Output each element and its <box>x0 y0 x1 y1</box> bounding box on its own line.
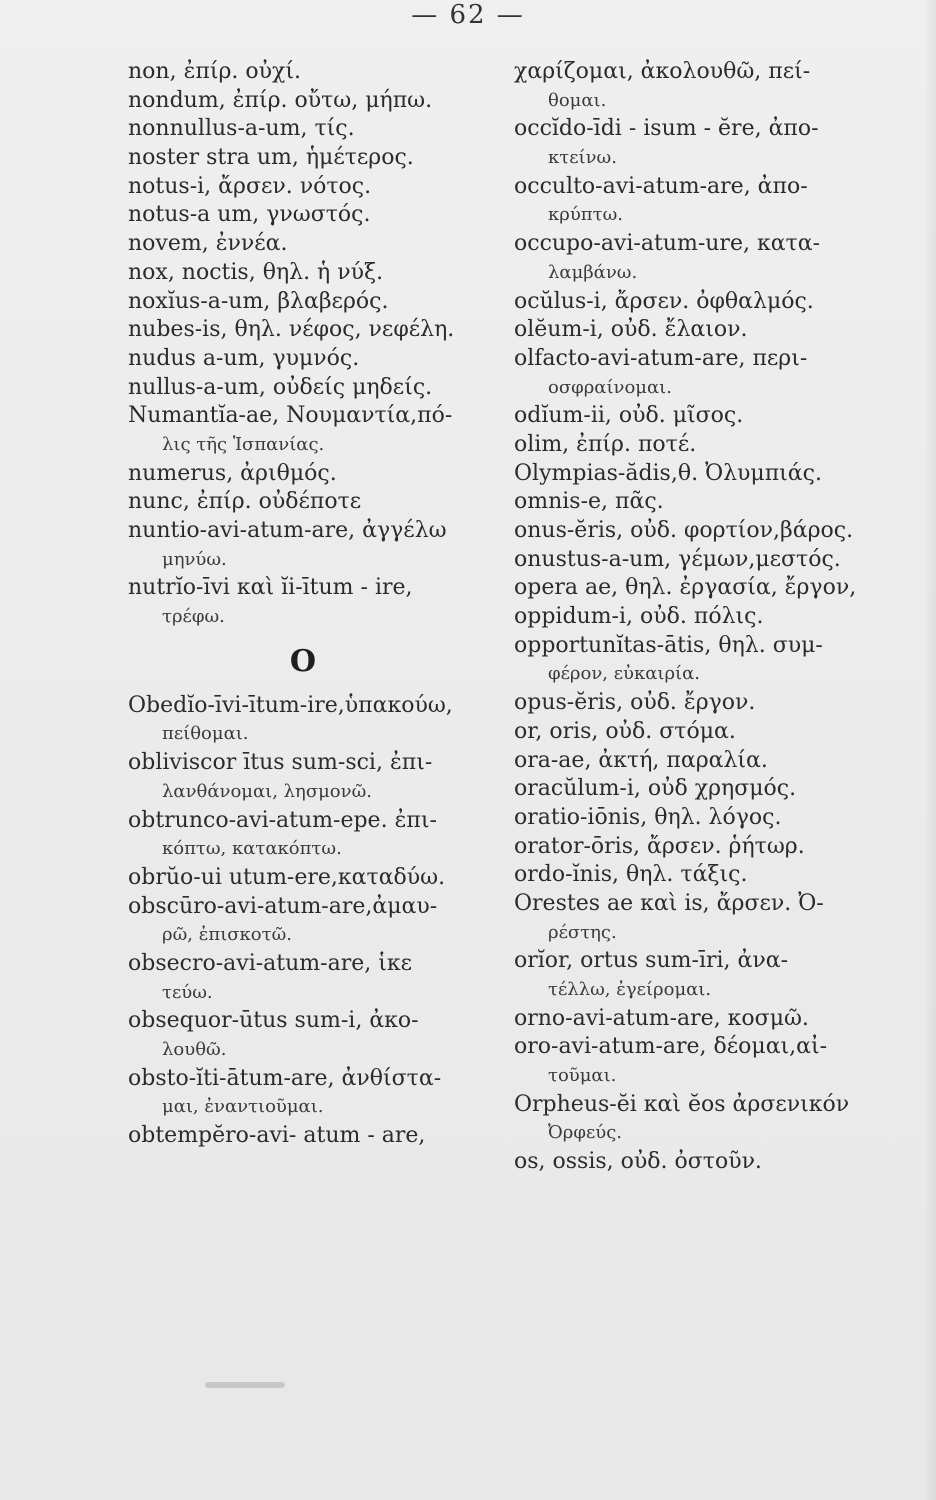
dictionary-entry: nonnullus-a-um, τίς. <box>128 116 355 142</box>
dictionary-entry: Orpheus-ĕi καὶ ĕos ἀρσενικόν <box>514 1091 850 1117</box>
dictionary-entry: non, ἐπίρ. οὐχί. <box>128 59 301 84</box>
dictionary-entry: obliviscor ītus sum-sci, ἐπι- <box>128 750 433 776</box>
entry-continuation: λουθῶ. <box>162 1039 227 1060</box>
dictionary-entry: opera ae, θηλ. ἐργασία, ἔργον, <box>514 575 857 601</box>
entry-continuation: κτείνω. <box>548 147 617 169</box>
dictionary-entry: ora-ae, ἀκτή, παραλία. <box>514 747 768 773</box>
dictionary-entry: oracŭlum-i, οὐδ χρησμός. <box>514 776 797 802</box>
dictionary-entry: or, oris, οὐδ. στόμα. <box>514 718 736 744</box>
dictionary-entry: nudus a-um, γυμνός. <box>128 345 360 371</box>
dictionary-entry: onustus-a-um, γέμων,μεστός. <box>514 546 841 572</box>
entry-continuation: ρῶ, ἐπισκοτῶ. <box>162 924 292 946</box>
dictionary-entry: nox, noctis, θηλ. ἡ νύξ. <box>128 259 384 285</box>
dictionary-entry: χαρίζομαι, ἀκολουθῶ, πεί- <box>514 59 811 84</box>
dictionary-entry: occupo-avi-atum-ure, κατα- <box>514 231 821 257</box>
dictionary-entry: orĭor, ortus sum-īri, ἀνα- <box>514 948 789 974</box>
dictionary-entry: noster stra um, ἡμέτερος. <box>128 145 414 171</box>
dictionary-entry: orno-avi-atum-are, κοσμῶ. <box>514 1005 809 1031</box>
entry-continuation: οσφραίνομαι. <box>548 376 672 398</box>
entry-continuation: τέλλω, ἐγείρομαι. <box>548 979 712 1000</box>
dictionary-entry: Orestes ae καὶ is, ἄρσεν. Ὀ- <box>514 890 824 916</box>
dictionary-entry: nunc, ἐπίρ. οὐδέποτε <box>128 489 362 515</box>
entry-continuation: λις τῆς Ἱσπανίας. <box>162 433 325 455</box>
page-edge-shadow <box>924 0 936 1500</box>
dictionary-entry: occulto-avi-atum-are, ἀπο- <box>514 173 808 199</box>
dictionary-entry: obsto-ĭti-ātum-are, ἀνθίστα- <box>128 1065 442 1091</box>
dictionary-entry: obsequor-ūtus sum-i, ἀκο- <box>128 1008 419 1034</box>
page-number: — 62 — <box>411 0 525 30</box>
entry-continuation: φέρον, εὐκαιρία. <box>548 663 700 685</box>
dictionary-entry: nondum, ἐπίρ. οὔτω, μήπω. <box>128 87 433 113</box>
dictionary-entry: onus-ĕris, οὐδ. φορτίον,βάρος. <box>514 518 854 543</box>
entry-continuation: τοῦμαι. <box>548 1065 617 1087</box>
dictionary-entry: oratio-iōnis, θηλ. λόγος. <box>514 804 782 830</box>
dictionary-entry: oppidum-i, οὐδ. πόλις. <box>514 604 764 630</box>
entry-continuation: μαι, ἐναντιοῦμαι. <box>162 1096 324 1118</box>
dictionary-entry: occĭdo-īdi - isum - ĕre, ἀπο- <box>514 116 819 142</box>
entry-continuation: λανθάνομαι, λησμονῶ. <box>162 780 372 802</box>
dictionary-entry: olĕum-i, οὐδ. ἔλαιον. <box>514 317 748 343</box>
dictionary-entry: numerus, ἀριθμός. <box>128 460 337 486</box>
dictionary-entry: nullus-a-um, οὐδείς μηδείς. <box>128 374 433 400</box>
dictionary-entry: olfacto-avi-atum-are, περι- <box>514 345 808 371</box>
dictionary-entry: nubes-is, θηλ. νέφος, νεφέλη. <box>128 317 455 343</box>
entry-continuation: μηνύω. <box>162 548 227 570</box>
dictionary-entry: obtempĕro-avi- atum - are, <box>128 1123 426 1149</box>
dictionary-entry: oro-avi-atum-are, δέομαι,αἰ- <box>514 1034 828 1060</box>
dictionary-entry: Numantĭa-ae, Νουμαντία,πό- <box>128 403 453 429</box>
dictionary-entry: notus-i, ἄρσεν. νότος. <box>128 173 372 199</box>
dictionary-entry: novem, ἐννέα. <box>128 231 288 257</box>
dictionary-entry: orator-ōris, ἄρσεν. ῥήτωρ. <box>514 833 805 859</box>
dictionary-entry: os, ossis, οὐδ. ὀστοῦν. <box>514 1149 762 1175</box>
entry-continuation: ρέστης. <box>548 921 617 943</box>
dictionary-entry: olim, ἐπίρ. ποτέ. <box>514 431 697 457</box>
dictionary-entry: obscūro-avi-atum-are,ἀμαυ- <box>128 893 438 919</box>
entry-continuation: Ὀρφεύς. <box>548 1122 623 1144</box>
entry-continuation: πείθομαι. <box>162 723 249 745</box>
entry-continuation: θομαι. <box>548 89 607 111</box>
dictionary-entry: noxĭus-a-um, βλαβερός. <box>128 288 389 314</box>
dictionary-entry: nutrĭo-īvi καὶ ĭi-ītum - ire, <box>128 575 413 601</box>
dictionary-entry: ordo-ĭnis, θηλ. τάξις. <box>514 862 748 888</box>
dictionary-entry: opus-ĕris, οὐδ. ἔργον. <box>514 690 756 716</box>
entry-continuation: τρέφω. <box>162 606 225 628</box>
right-column <box>514 58 924 1177</box>
section-letter: O <box>289 643 317 679</box>
entry-continuation: λαμβάνω. <box>548 261 638 283</box>
dictionary-entry: ocŭlus-i, ἄρσεν. ὀφθαλμός. <box>514 288 814 314</box>
dictionary-entry: nuntio-avi-atum-are, ἀγγέλω <box>128 518 447 543</box>
dictionary-entry: obtrunco-avi-atum-epe. ἐπι- <box>128 807 437 833</box>
entry-continuation: κόπτω, κατακόπτω. <box>162 838 342 860</box>
dictionary-entry: opportunĭtas-ātis, θηλ. συμ- <box>514 632 823 658</box>
dictionary-entry: odĭum-ii, οὐδ. μῖσος. <box>514 403 744 429</box>
dictionary-entry: notus-a um, γνωστός. <box>128 202 371 228</box>
left-column <box>128 58 518 1151</box>
entry-continuation: τεύω. <box>162 981 213 1003</box>
entry-continuation: κρύπτω. <box>548 204 623 226</box>
dictionary-entry: Obedĭo-īvi-ītum-ire,ὑπακούω, <box>128 692 453 718</box>
ink-smudge <box>205 1382 285 1388</box>
dictionary-entry: obsecro-avi-atum-are, ἱκε <box>128 950 413 976</box>
dictionary-entry: obrŭo-ui utum-ere,καταδύω. <box>128 864 446 890</box>
dictionary-entry: Olympias-ădis,θ. Ὀλυμπιάς. <box>514 460 822 486</box>
dictionary-entry: omnis-e, πᾶς. <box>514 489 664 515</box>
